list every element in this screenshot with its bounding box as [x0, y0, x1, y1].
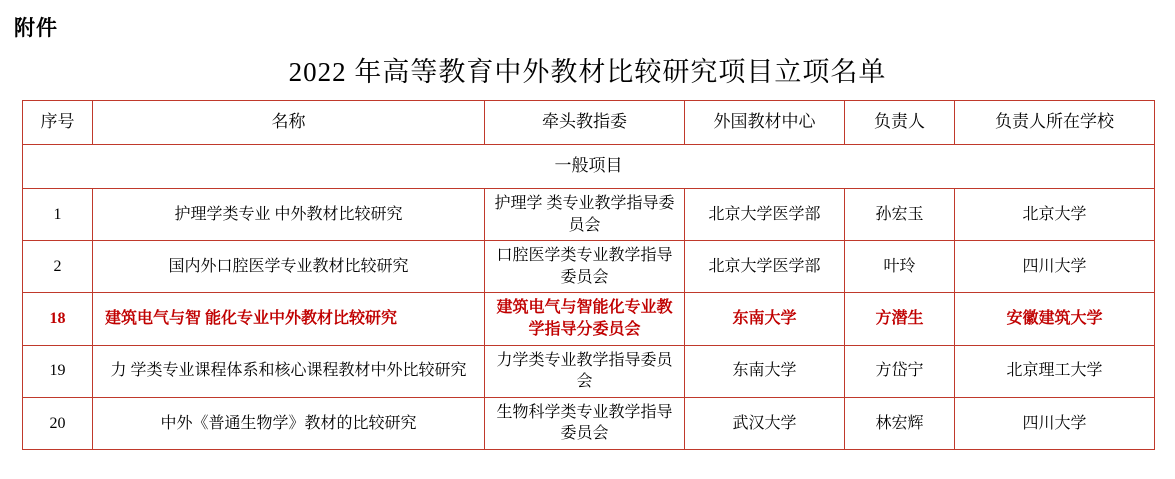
- column-header-center: 外国教材中心: [685, 101, 845, 145]
- row-person: 林宏辉: [845, 397, 955, 449]
- row-committee: 力学类专业教学指导委员会: [485, 345, 685, 397]
- table-row: [23, 189, 1155, 241]
- table-row: [23, 397, 1155, 449]
- row-name: 力 学类专业课程体系和核心课程教材中外比较研究: [93, 345, 485, 397]
- row-name: 建筑电气与智 能化专业中外教材比较研究: [93, 293, 485, 345]
- attachment-label: 附件: [14, 17, 58, 40]
- row-committee: 生物科学类专业教学指导委员会: [485, 397, 685, 449]
- row-no: 19: [23, 345, 93, 397]
- row-person: 方潜生: [845, 293, 955, 345]
- row-name: 国内外口腔医学专业教材比较研究: [93, 241, 485, 293]
- column-header-school: 负责人所在学校: [955, 101, 1155, 145]
- row-no: 1: [23, 189, 93, 241]
- row-name: 护理学类专业 中外教材比较研究: [93, 189, 485, 241]
- row-name: 中外《普通生物学》教材的比较研究: [93, 397, 485, 449]
- column-header-committee: 牵头教指委: [485, 101, 685, 145]
- row-center: 北京大学医学部: [685, 189, 845, 241]
- row-school: 北京理工大学: [955, 345, 1155, 397]
- column-header-person: 负责人: [845, 101, 955, 145]
- row-school: 北京大学: [955, 189, 1155, 241]
- table-row-highlighted: [23, 293, 1155, 345]
- row-center: 东南大学: [685, 293, 845, 345]
- section-title: 一般项目: [23, 145, 1155, 189]
- row-no: 2: [23, 241, 93, 293]
- table-section-row: [23, 145, 1155, 189]
- table-header-row: [23, 101, 1155, 145]
- row-no: 18: [23, 293, 93, 345]
- row-school: 四川大学: [955, 241, 1155, 293]
- row-committee: 建筑电气与智能化专业教学指导分委员会: [485, 293, 685, 345]
- row-school: 安徽建筑大学: [955, 293, 1155, 345]
- row-center: 东南大学: [685, 345, 845, 397]
- row-person: 方岱宁: [845, 345, 955, 397]
- row-person: 叶玲: [845, 241, 955, 293]
- row-committee: 护理学 类专业教学指导委员会: [485, 189, 685, 241]
- table-row: [23, 345, 1155, 397]
- column-header-name: 名称: [93, 101, 485, 145]
- row-committee: 口腔医学类专业教学指导委员会: [485, 241, 685, 293]
- project-list-table-wrapper: [22, 100, 1154, 450]
- row-person: 孙宏玉: [845, 189, 955, 241]
- row-center: 武汉大学: [685, 397, 845, 449]
- project-list-table: [22, 100, 1155, 450]
- column-header-no: 序号: [23, 101, 93, 145]
- table-row: [23, 241, 1155, 293]
- row-center: 北京大学医学部: [685, 241, 845, 293]
- row-school: 四川大学: [955, 397, 1155, 449]
- page-title: 2022 年高等教育中外教材比较研究项目立项名单: [288, 57, 887, 87]
- row-no: 20: [23, 397, 93, 449]
